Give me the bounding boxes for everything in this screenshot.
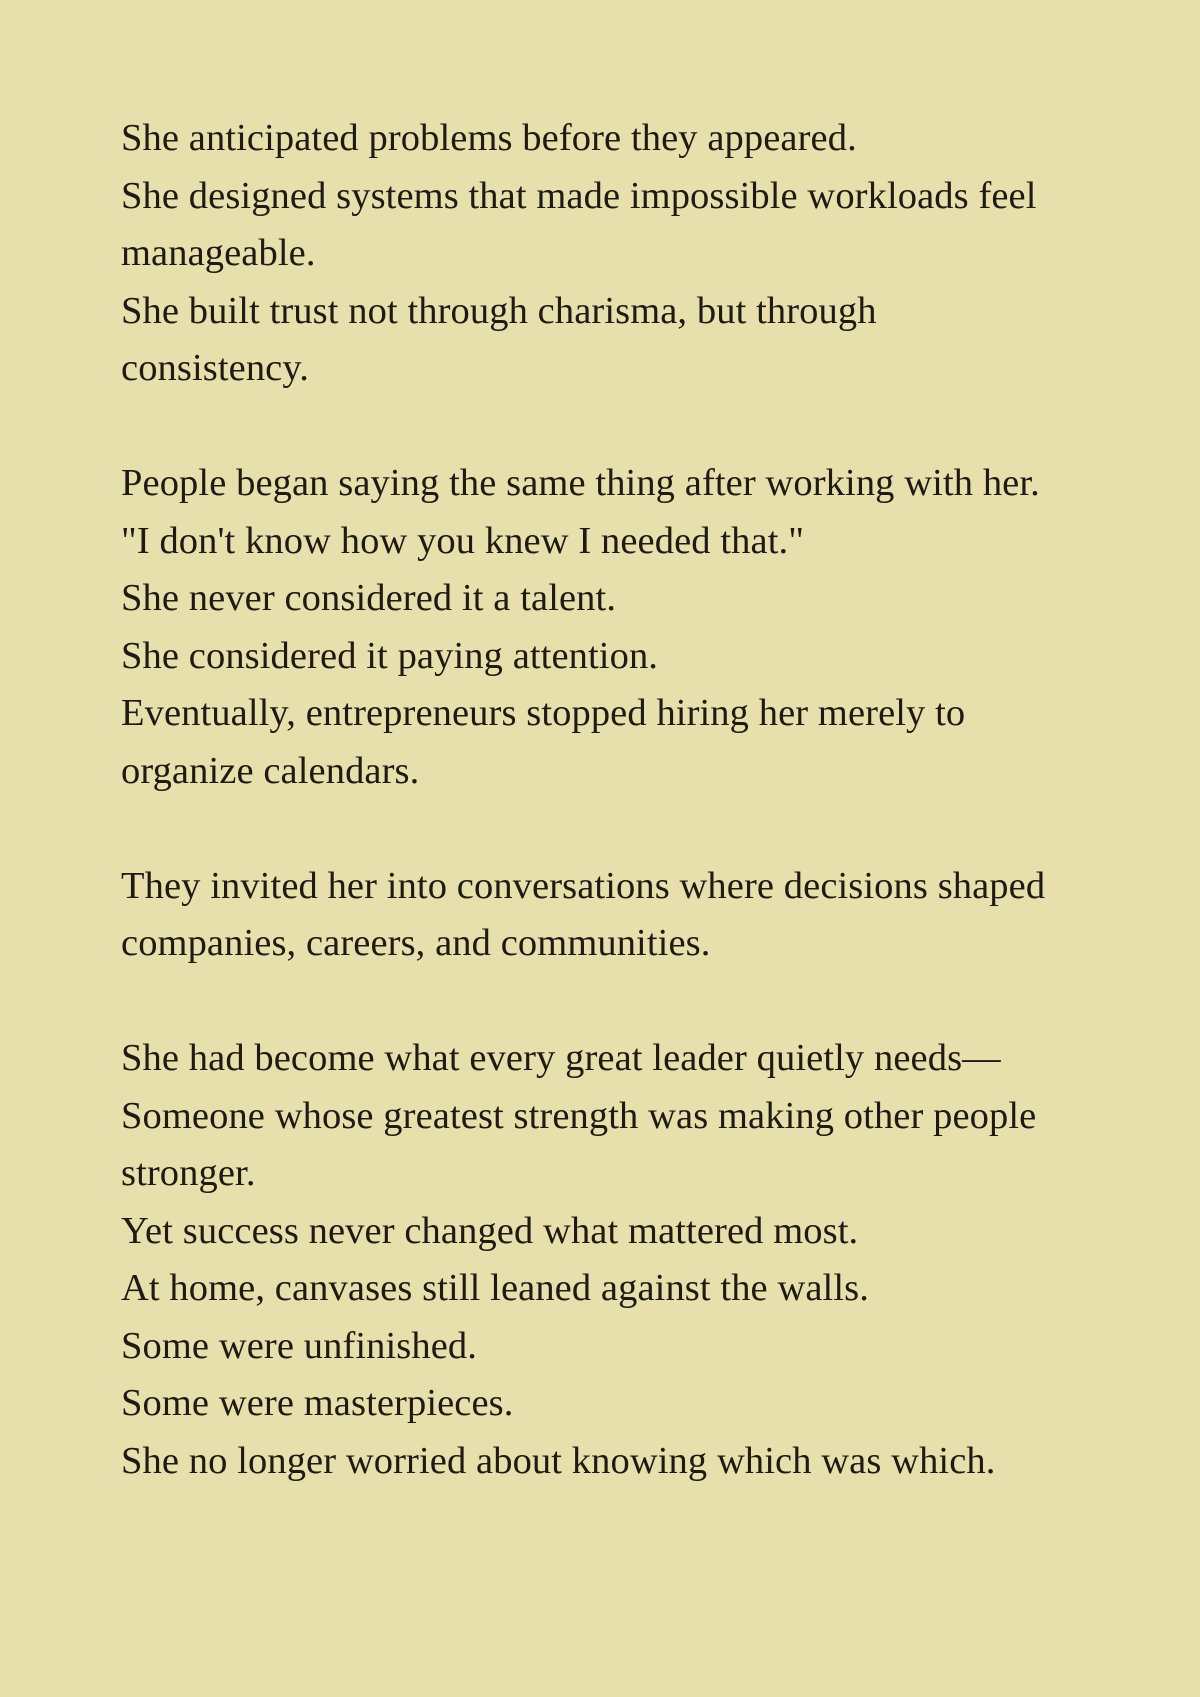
text-line: They invited her into conversations where decisions shaped	[121, 864, 1046, 907]
story-text	[121, 110, 1121, 1490]
text-line: She no longer worried about knowing which was which.	[121, 1439, 996, 1482]
text-line: Someone whose greatest strength was making other people	[121, 1094, 1037, 1137]
text-line: Some were masterpieces.	[121, 1382, 514, 1424]
text-line: organize calendars.	[121, 749, 420, 792]
stanza-break	[121, 973, 1121, 1031]
text-line: She had become what every great leader quietly needs—	[121, 1037, 1001, 1079]
text-line: She built trust not through charisma, but through	[121, 289, 877, 332]
text-line: companies, careers, and communities.	[121, 922, 711, 964]
text-line: She considered it paying attention.	[121, 634, 659, 677]
text-line: Some were unfinished.	[121, 1324, 478, 1367]
text-line: stronger.	[121, 1152, 256, 1194]
text-line: She designed systems that made impossible workloads feel	[121, 174, 1037, 217]
text-line: At home, canvases still leaned against the walls.	[121, 1267, 869, 1309]
text-line: Yet success never changed what mattered most.	[121, 1209, 859, 1252]
stanza-break	[121, 800, 1121, 858]
stanza-break	[121, 398, 1121, 456]
text-line: consistency.	[121, 347, 309, 389]
text-line: Eventually, entrepreneurs stopped hiring her merely to	[121, 692, 966, 734]
text-line: "I don't know how you knew I needed that."	[121, 519, 805, 562]
text-line: She never considered it a talent.	[121, 577, 617, 619]
text-line: manageable.	[121, 232, 316, 274]
text-line: People began saying the same thing after working with her.	[121, 462, 1040, 504]
text-line: She anticipated problems before they appeared.	[121, 117, 857, 159]
